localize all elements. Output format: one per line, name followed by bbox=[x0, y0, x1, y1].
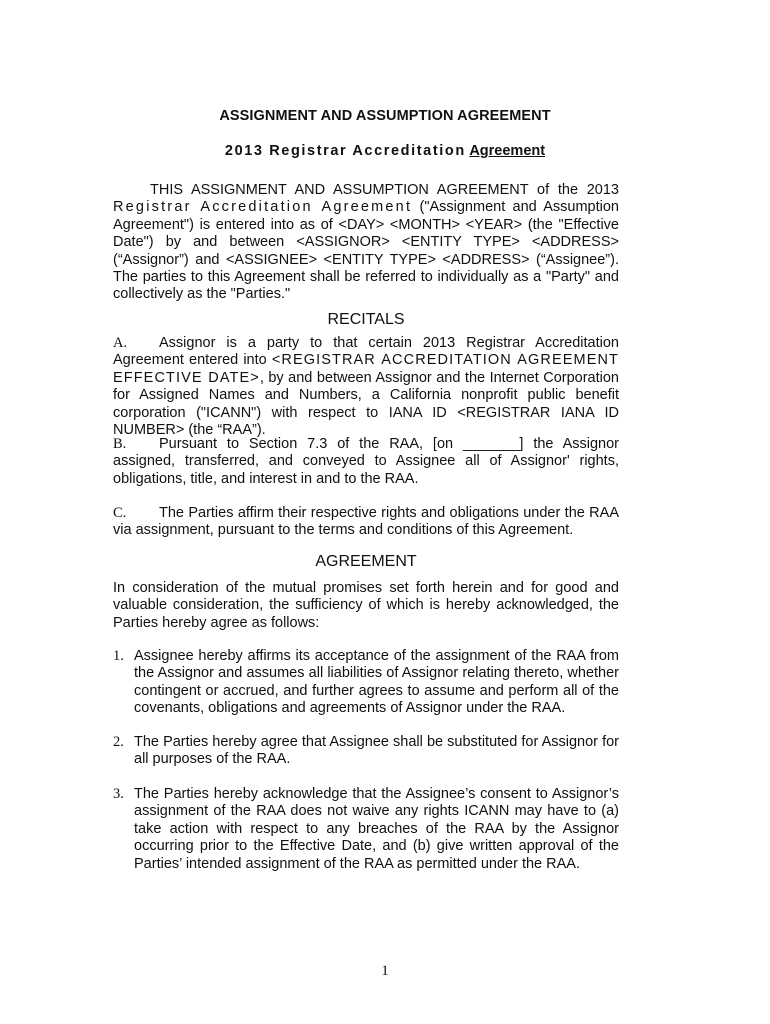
recital-text: Pursuant to Section 7.3 of the RAA, [on _______] the Assignor assigned, transferred, and conveyed to Assignee all of Assignor' rights, obligations, title, and interest in and to the RAA. bbox=[113, 436, 619, 487]
item-text: The Parties hereby acknowledge that the Assignee’s consent to Assignor’s assignment of the RAA does not waive any rights ICANN may have to (a) take action with respect to any breaches of the RAA by the Assignor occurring prior to the Effective Date, and (b) give written approval of the Parties’ intended assignment of the RAA as permitted under the RAA. bbox=[134, 786, 619, 872]
recital-text: The Parties affirm their respective rights and obligations under the RAA via assignment, pursuant to the terms and conditions of this Agreement. bbox=[113, 505, 619, 539]
item-number: 3. bbox=[113, 786, 124, 802]
item-text: Assignee hereby affirms its acceptance of the assignment of the RAA from the Assignor and assumes all liabilities of Assignor relating thereto, whether contingent or accrued, and further agrees to assume and perform all of the covenants, obligations and agreements of Assignor under the RAA. bbox=[134, 648, 619, 717]
intro-lead: THIS ASSIGNMENT AND ASSUMPTION AGREEMENT of the 2013 bbox=[150, 182, 619, 198]
agreement-heading: AGREEMENT bbox=[315, 553, 417, 570]
recitals-heading: RECITALS bbox=[327, 311, 405, 328]
recital-label: C. bbox=[113, 505, 127, 521]
document-title: ASSIGNMENT AND ASSUMPTION AGREEMENT bbox=[219, 108, 551, 124]
intro-paragraph bbox=[113, 182, 619, 304]
recital-b bbox=[113, 436, 619, 488]
page-number: 1 bbox=[381, 963, 389, 979]
document-subtitle bbox=[0, 143, 770, 159]
item-number: 1. bbox=[113, 648, 124, 664]
recital-a bbox=[113, 335, 619, 439]
item-text: The Parties hereby agree that Assignee shall be substituted for Assignor for all purposes of the RAA. bbox=[134, 734, 619, 768]
recital-c bbox=[113, 505, 619, 540]
recital-text-spaced: <REGISTRAR ACCREDITATION AGREEMENT EFFECTIVE DATE> bbox=[113, 352, 619, 386]
agreement-item-2 bbox=[113, 734, 619, 769]
intro-rest: ("Assignment and Assumption Agreement") is entered into as of <DAY> <MONTH> <YEAR> (the "Effective Date") by and between <ASSIGNOR> <ENTITY TYPE> <ADDRESS> (“Assignor”) and <ASSIGNEE> <ENTITY TYPE> <ADDRESS> (“Assignee”). The parties to this Agreement shall be referred to individually as a "Party" and collectively as the "Parties." bbox=[113, 199, 619, 303]
item-number: 2. bbox=[113, 734, 124, 750]
recital-label: A. bbox=[113, 335, 128, 351]
recital-text-lead: Assignor is a party to that certain 2013 Registrar Accreditation Agreement entered into bbox=[113, 335, 619, 369]
agreement-intro: In consideration of the mutual promises set forth herein and for good and valuable consideration, the sufficiency of which is hereby acknowledged, the Parties hereby agree as follows: bbox=[113, 580, 619, 631]
subtitle-underlined: Agreement bbox=[469, 143, 546, 159]
recital-label: B. bbox=[113, 436, 127, 452]
agreement-item-1 bbox=[113, 648, 619, 718]
recital-text-rest: , by and between Assignor and the Internet Corporation for Assigned Names and Numbers, a California nonprofit public benefit corporation ("ICANN") with respect to IANA ID <REGISTRAR IANA ID NUMBER> (the “RAA”). bbox=[113, 369, 619, 439]
intro-spaced: Registrar Accreditation Agreement bbox=[113, 199, 413, 216]
subtitle-prefix: 2013 Registrar Accreditation bbox=[224, 143, 466, 159]
agreement-item-3 bbox=[113, 786, 619, 873]
